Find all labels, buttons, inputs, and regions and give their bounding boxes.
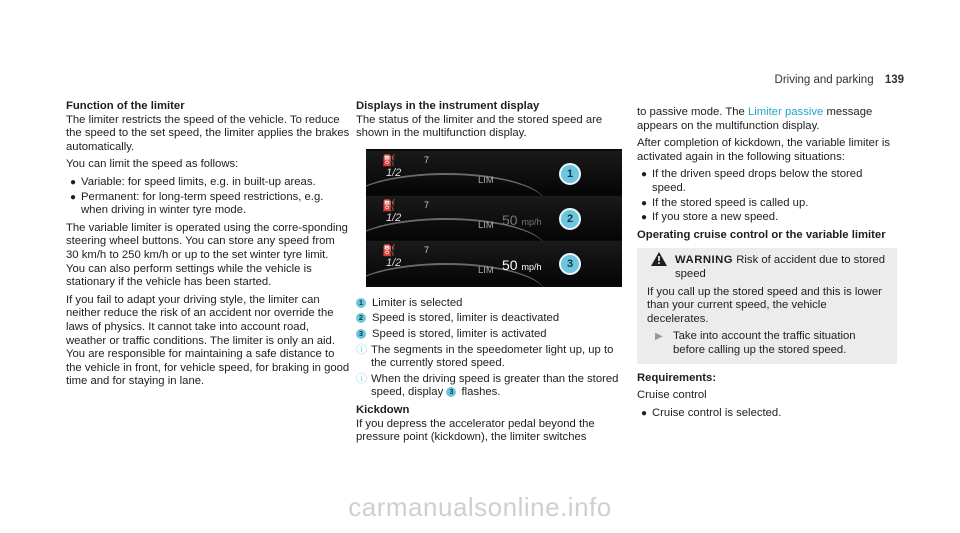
kickdown-heading: Kickdown	[356, 403, 410, 416]
page-header	[775, 74, 904, 86]
legend-item: 3 Speed is stored, limiter is activated	[356, 328, 620, 342]
stored-speed: 50 mp/h	[502, 211, 542, 228]
displays-intro: The status of the limiter and the stored speed are shown in the multifunction display.	[356, 113, 603, 140]
warning-title: WARNING	[675, 254, 734, 267]
section-title: Driving and parking	[774, 74, 874, 86]
displays-heading: Displays in the instrument display	[356, 100, 540, 112]
legend-item: 1 Limiter is selected	[356, 297, 620, 311]
info-icon: ⓘ	[356, 343, 367, 356]
safety-paragraph: If you fail to adapt your driving style, the limiter can neither reduce the risk of an accident nor override the laws of physics. It cannot take into account road, weather or traffic conditions. The limiter is only an aid. You are responsible for maintaining a safe distance to the vehicle in front, for vehicle speed, for braking in good time and for staying in lane.	[66, 293, 350, 388]
bullet-icon: ●	[70, 176, 77, 188]
warning-action: ▶ Take into account the traffic situation before calling up the stored speed.	[655, 330, 856, 356]
list-item: ● If the driven speed drops below the stored speed.	[641, 168, 863, 194]
limit-intro: You can limit the speed as follows:	[66, 158, 239, 171]
display-row-1	[366, 151, 622, 195]
requirements-heading: Requirements:	[637, 371, 717, 384]
fuel-level: 1/2	[386, 211, 402, 224]
lim-label: LIM	[478, 219, 494, 231]
bullet-icon: ●	[641, 212, 648, 224]
requirement-item: Cruise control	[637, 389, 707, 402]
fuel-pump-icon: ⛽	[382, 244, 396, 257]
lim-label: LIM	[478, 174, 494, 186]
lim-label: LIM	[478, 264, 494, 276]
warning-box	[637, 248, 897, 363]
note-segments: ⓘ The segments in the speedometer light up, up to the currently stored speed.	[356, 343, 614, 370]
operating-heading: Operating cruise control or the variable limiter	[637, 228, 886, 241]
warning-triangle-icon	[651, 252, 667, 271]
legend-item: 2 Speed is stored, limiter is deactivated	[356, 312, 620, 326]
callout-1: 1	[559, 163, 581, 185]
list-item: ● If the stored speed is called up.	[641, 196, 809, 209]
instrument-display-image	[366, 149, 622, 287]
display-row-2	[366, 196, 622, 240]
limiter-function-heading: Function of the limiter	[66, 100, 185, 112]
speedometer-tick: 7	[424, 244, 430, 255]
fuel-level: 1/2	[386, 166, 402, 179]
callout-3: 3	[559, 253, 581, 275]
callout-2: 2	[559, 208, 581, 230]
bullet-icon: ●	[641, 169, 648, 181]
warning-risk: Risk of accident due to stored speed	[675, 254, 886, 280]
fuel-pump-icon: ⛽	[382, 199, 396, 212]
page-number: 139	[884, 74, 904, 86]
limit-options-list	[66, 176, 350, 218]
stored-speed: 50 mp/h	[502, 256, 542, 273]
kickdown-text: If you depress the accelerator pedal beyond the pressure point (kickdown), the limiter switches	[356, 417, 595, 444]
list-item: ● Variable: for speed limits, e.g. in built-up areas.	[70, 175, 316, 188]
column-2	[356, 100, 620, 449]
speedometer-tick: 7	[424, 199, 430, 210]
fuel-pump-icon: ⛽	[382, 154, 396, 167]
bullet-icon: ●	[641, 407, 648, 419]
speedometer-tick: 7	[424, 154, 430, 165]
after-kickdown-text: After completion of kickdown, the variable limiter is activated again in the following situations:	[637, 137, 891, 163]
bullet-icon: ●	[70, 191, 77, 203]
warning-text: If you call up the stored speed and this is lower than your current speed, the vehicle decelerates.	[647, 285, 882, 325]
variable-limiter-paragraph: The variable limiter is operated using the corre-sponding steering wheel buttons. You can store any speed from 30 km/h to 250 km/h or up to the set winter tyre limit. You can also perform settings while the vehicle is stationary if the vehicle has been started.	[66, 221, 348, 289]
list-item: ● If you store a new speed.	[641, 211, 779, 224]
fuel-level: 1/2	[386, 256, 402, 269]
column-1	[66, 100, 350, 393]
list-item: ● Cruise control is selected.	[641, 406, 782, 419]
limiter-intro: The limiter restricts the speed of the vehicle. To reduce the speed to the set speed, the limiter applies the brakes automatically.	[66, 113, 350, 153]
info-icon: ⓘ	[356, 372, 367, 385]
display-row-3	[366, 241, 622, 285]
list-item: ● Permanent: for long-term speed restrictions, e.g. when driving in winter tyre mode.	[70, 190, 324, 217]
limiter-passive-message: Limiter passive	[747, 106, 824, 118]
reactivation-list	[637, 168, 897, 224]
arrow-right-icon: ▶	[655, 331, 663, 343]
bullet-icon: ●	[641, 197, 648, 209]
passive-mode-text: to passive mode. The Limiter passive message appears on the multifunction display.	[637, 106, 873, 132]
requirements-list	[637, 407, 897, 421]
watermark: carmanualsonline.info	[348, 492, 612, 522]
column-3	[637, 106, 897, 424]
note-flashing: ⓘ When the driving speed is greater than the stored speed, display 3 flashes.	[356, 372, 619, 399]
